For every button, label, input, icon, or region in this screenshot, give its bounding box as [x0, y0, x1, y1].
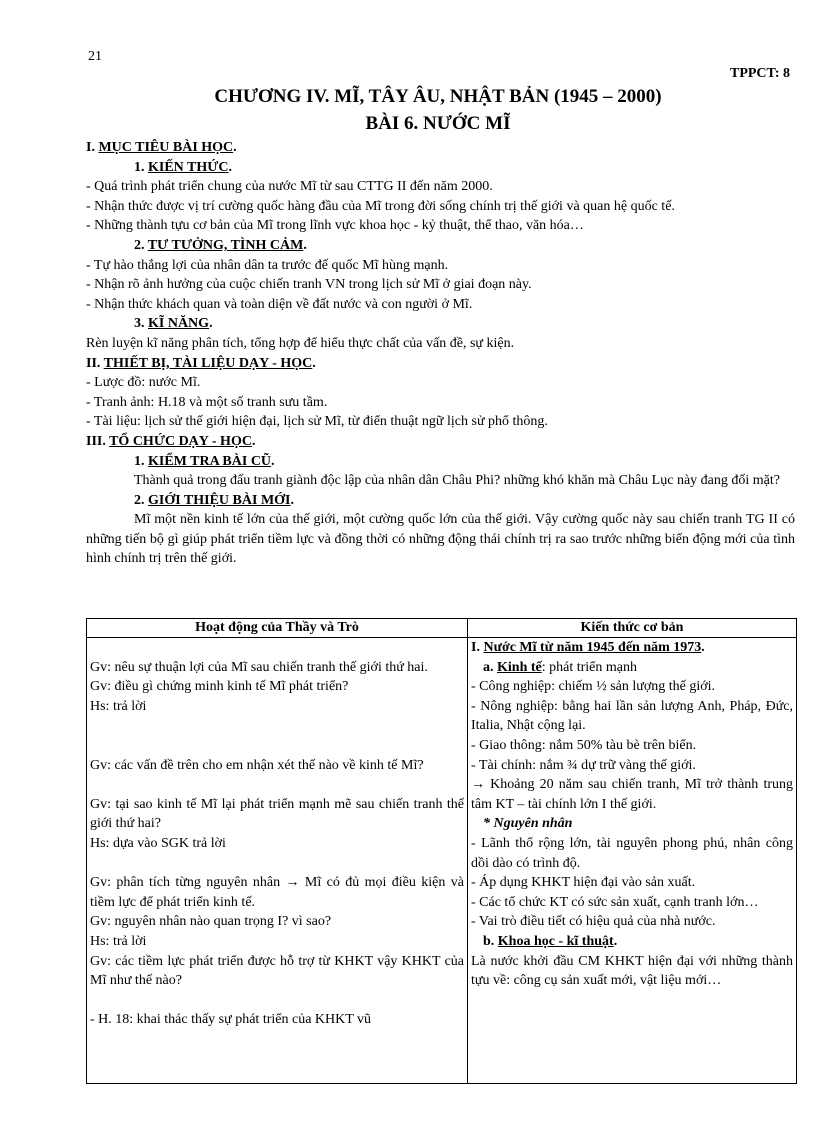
- section-1-1-heading: 1. KIẾN THỨC.: [134, 159, 233, 175]
- knowledge-section-heading: I. Nước Mĩ từ năm 1945 đến năm 1973.: [471, 640, 705, 655]
- activity-line: - H. 18: khai thác thấy sự phát triển của KHKT vũ: [90, 1012, 372, 1028]
- review-question: Thành quả trong đấu tranh giành độc lập của nhân dân Châu Phi? những khó khăn mà Châu Lục này đang đối mặt?: [134, 473, 780, 489]
- cause-heading: * Nguyên nhân: [483, 816, 573, 832]
- activity-line: Gv: điều gì chứng minh kinh tế Mĩ phát triển?: [90, 679, 349, 695]
- chapter-title: CHƯƠNG IV. MĨ, TÂY ÂU, NHẬT BẢN (1945 – 2000): [214, 86, 662, 107]
- section-3-heading: III. TỔ CHỨC DẠY - HỌC.: [86, 433, 256, 449]
- activity-line: Hs: dựa vào SGK trả lời: [90, 835, 226, 851]
- lesson-title: BÀI 6. NƯỚC MĨ: [365, 113, 511, 134]
- col-header-activities: Hoạt động của Thầy và Trò: [87, 619, 468, 638]
- material-line: - Lược đồ: nước Mĩ.: [86, 375, 201, 391]
- skill-line: Rèn luyện kĩ năng phân tích, tổng hợp để hiểu thực chất của vấn đề, sự kiện.: [86, 335, 515, 351]
- table-row: [87, 638, 797, 1084]
- section-3-2-heading: 2. GIỚI THIỆU BÀI MỚI.: [134, 492, 294, 508]
- section-3-1-heading: 1. KIỂM TRA BÀI CŨ.: [134, 453, 275, 469]
- attitude-line: - Nhận thức khách quan và toàn diện về đất nước và con người ở Mĩ.: [86, 296, 473, 312]
- col-header-knowledge: Kiến thức cơ bản: [468, 619, 797, 638]
- lesson-table: [86, 618, 797, 1084]
- attitude-line: - Tự hào thắng lợi của nhân dân ta trước đế quốc Mĩ hùng mạnh.: [86, 257, 449, 273]
- activities-cell: [87, 638, 468, 1084]
- activity-line: Hs: trả lời: [90, 698, 147, 714]
- section-2-heading: II. THIẾT BỊ, TÀI LIỆU DẠY - HỌC.: [86, 355, 316, 371]
- attitude-line: - Nhận rõ ảnh hưởng của cuộc chiến tranh VN trong lịch sử Mĩ ở giai đoạn này.: [86, 277, 532, 293]
- introduction-text: Mĩ một nền kinh tế lớn của thế giới, một cường quốc lớn của thế giới. Vậy cường quốc này sau chiến tranh TG II có những tiến bộ gì giúp phát triển tiềm lực và đồng thời có những động thái chính trị ra sao trước những biến động mới của tình hình chính trị trên thế giới.: [86, 512, 795, 567]
- knowledge-cell: [468, 638, 797, 1084]
- economy-line: → Khoảng 20 năm sau chiến tranh, Mĩ trở thành trung tâm KT – tài chính lớn I thế giới.: [471, 777, 793, 812]
- economy-heading: a. Kinh tế: phát triển mạnh: [483, 659, 637, 675]
- economy-line: - Giao thông: nắm 50% tàu bè trên biển.: [471, 737, 697, 753]
- knowledge-line: - Những thành tựu cơ bản của Mĩ trong lĩnh vực khoa học - kỷ thuật, thể thao, văn hóa…: [86, 218, 584, 234]
- economy-line: - Nông nghiệp: bằng hai lần sản lượng Anh, Pháp, Đức, Italia, Nhật cộng lại.: [471, 698, 793, 734]
- economy-line: - Tài chính: nắm ¾ dự trữ vàng thế giới.: [471, 757, 696, 773]
- page-number: 21: [88, 49, 102, 64]
- science-heading: b. Khoa học - kĩ thuật.: [483, 933, 618, 949]
- activity-line: Hs: trả lời: [90, 933, 147, 949]
- section-1-heading: I. MỤC TIÊU BÀI HỌC.: [86, 140, 237, 155]
- material-line: - Tài liệu: lịch sử thế giới hiện đại, lịch sử Mĩ, từ điển thuật ngữ lịch sử phổ thông.: [86, 414, 548, 430]
- activity-line: Gv: nêu sự thuận lợi của Mĩ sau chiến tranh thế giới thứ hai.: [90, 659, 428, 675]
- section-1-2-heading: 2. TƯ TƯỞNG, TÌNH CẢM.: [134, 237, 307, 253]
- activity-line: Gv: các tiềm lực phát triển được hỗ trợ từ KHKT vậy KHKT của Mĩ như thế nào?: [90, 953, 464, 989]
- economy-line: - Công nghiệp: chiếm ½ sản lượng thế giới.: [471, 679, 716, 695]
- knowledge-line: - Nhận thức được vị trí cường quốc hàng đầu của Mĩ trong đời sống chính trị thế giới và quan hệ quốc tế.: [86, 198, 675, 214]
- activity-line: Gv: các vấn đề trên cho em nhận xét thế nào về kinh tế Mĩ?: [90, 757, 424, 773]
- material-line: - Tranh ảnh: H.18 và một số tranh sưu tầm.: [86, 394, 328, 410]
- table-header-row: [87, 619, 797, 638]
- cause-line: - Áp dụng KHKT hiện đại vào sản xuất.: [471, 875, 696, 891]
- lesson-code: TPPCT: 8: [729, 66, 790, 81]
- cause-line: - Lãnh thổ rộng lớn, tài nguyên phong phú, nhân công dồi dào có trình độ.: [471, 835, 793, 871]
- cause-line: - Các tổ chức KT có sức sản xuất, cạnh tranh lớn…: [471, 894, 759, 910]
- document-body: [86, 138, 795, 569]
- activity-line: Gv: tại sao kinh tế Mĩ lại phát triển mạnh mẽ sau chiến tranh thế giới thứ hai?: [90, 796, 464, 832]
- knowledge-line: - Quá trình phát triển chung của nước Mĩ từ sau CTTG II đến năm 2000.: [86, 179, 493, 195]
- science-line: Là nước khởi đầu CM KHKT hiện đại với những thành tựu về: công cụ sản xuất mới, vật liệu mới…: [471, 953, 793, 989]
- activity-line: Gv: nguyên nhân nào quan trọng I? vì sao?: [90, 914, 332, 930]
- cause-line: - Vai trò điều tiết có hiệu quả của nhà nước.: [471, 914, 716, 930]
- activity-line: Gv: phân tích từng nguyên nhân → Mĩ có đủ mọi điều kiện và tiềm lực để phát triển kinh tế.: [90, 875, 464, 910]
- section-1-3-heading: 3. KĨ NĂNG.: [134, 316, 213, 332]
